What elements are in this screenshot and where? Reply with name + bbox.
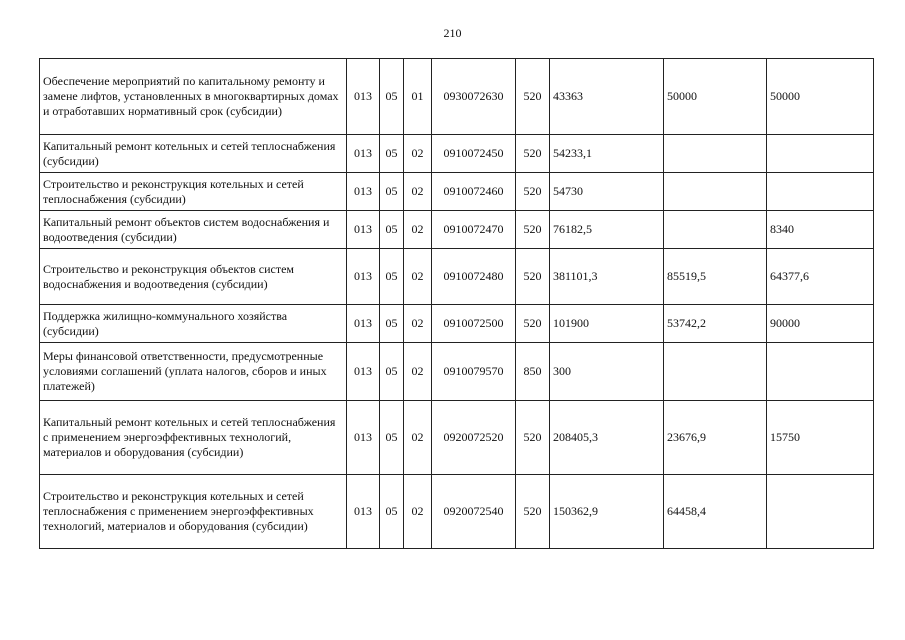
target-item-code: 0910072450 (432, 135, 516, 173)
amount-year-1: 76182,5 (550, 211, 664, 249)
expense-type-code: 520 (516, 59, 550, 135)
table-row (40, 59, 874, 135)
section-code: 05 (380, 343, 404, 401)
target-item-code: 0920072520 (432, 401, 516, 475)
subsection-code: 02 (404, 211, 432, 249)
target-item-code: 0910072470 (432, 211, 516, 249)
section-code: 05 (380, 211, 404, 249)
section-code: 05 (380, 173, 404, 211)
amount-year-3: 15750 (767, 401, 874, 475)
amount-year-3 (767, 475, 874, 549)
expense-type-code: 520 (516, 475, 550, 549)
amount-year-2: 53742,2 (664, 305, 767, 343)
section-code: 05 (380, 401, 404, 475)
expense-type-code: 520 (516, 249, 550, 305)
section-code: 05 (380, 305, 404, 343)
amount-year-3 (767, 135, 874, 173)
page-number: 210 (443, 26, 462, 40)
subsection-code: 02 (404, 249, 432, 305)
budget-table (39, 58, 874, 549)
table-row (40, 135, 874, 173)
row-name: Строительство и реконструкция объектов систем водоснабжения и водоотведения (субсидии) (40, 249, 347, 305)
subsection-code: 01 (404, 59, 432, 135)
table-row (40, 249, 874, 305)
amount-year-3: 50000 (767, 59, 874, 135)
amount-year-1: 101900 (550, 305, 664, 343)
section-code: 05 (380, 475, 404, 549)
ministry-code: 013 (347, 135, 380, 173)
amount-year-1: 150362,9 (550, 475, 664, 549)
expense-type-code: 520 (516, 173, 550, 211)
row-name: Меры финансовой ответственности, предусмотренные условиями соглашений (уплата налогов, сборов и иных платежей) (40, 343, 347, 401)
amount-year-1: 54730 (550, 173, 664, 211)
amount-year-2 (664, 173, 767, 211)
ministry-code: 013 (347, 249, 380, 305)
amount-year-2 (664, 343, 767, 401)
row-name: Капитальный ремонт котельных и сетей теплоснабжения с применением энергоэффективных технологий, материалов и оборудования (субсидии) (40, 401, 347, 475)
table-row (40, 343, 874, 401)
target-item-code: 0910072480 (432, 249, 516, 305)
amount-year-3: 8340 (767, 211, 874, 249)
ministry-code: 013 (347, 401, 380, 475)
table-row (40, 173, 874, 211)
ministry-code: 013 (347, 475, 380, 549)
amount-year-1: 54233,1 (550, 135, 664, 173)
expense-type-code: 520 (516, 305, 550, 343)
ministry-code: 013 (347, 343, 380, 401)
target-item-code: 0930072630 (432, 59, 516, 135)
amount-year-3: 64377,6 (767, 249, 874, 305)
target-item-code: 0920072540 (432, 475, 516, 549)
section-code: 05 (380, 135, 404, 173)
target-item-code: 0910072460 (432, 173, 516, 211)
subsection-code: 02 (404, 173, 432, 211)
expense-type-code: 850 (516, 343, 550, 401)
row-name: Обеспечение мероприятий по капитальному ремонту и замене лифтов, установленных в многоквартирных домах и отработавших нормативный срок (субсидии) (40, 59, 347, 135)
section-code: 05 (380, 249, 404, 305)
ministry-code: 013 (347, 211, 380, 249)
amount-year-2 (664, 135, 767, 173)
table-row (40, 211, 874, 249)
expense-type-code: 520 (516, 135, 550, 173)
amount-year-1: 208405,3 (550, 401, 664, 475)
table-row (40, 305, 874, 343)
row-name: Капитальный ремонт котельных и сетей теплоснабжения (субсидии) (40, 135, 347, 173)
target-item-code: 0910072500 (432, 305, 516, 343)
subsection-code: 02 (404, 135, 432, 173)
amount-year-2 (664, 211, 767, 249)
subsection-code: 02 (404, 475, 432, 549)
row-name: Строительство и реконструкция котельных и сетей теплоснабжения с применением энергоэффективных технологий, материалов и оборудования (субсидии) (40, 475, 347, 549)
amount-year-1: 43363 (550, 59, 664, 135)
ministry-code: 013 (347, 173, 380, 211)
amount-year-3 (767, 343, 874, 401)
target-item-code: 0910079570 (432, 343, 516, 401)
amount-year-2: 64458,4 (664, 475, 767, 549)
expense-type-code: 520 (516, 401, 550, 475)
ministry-code: 013 (347, 59, 380, 135)
section-code: 05 (380, 59, 404, 135)
amount-year-2: 23676,9 (664, 401, 767, 475)
amount-year-2: 50000 (664, 59, 767, 135)
amount-year-2: 85519,5 (664, 249, 767, 305)
amount-year-1: 300 (550, 343, 664, 401)
amount-year-1: 381101,3 (550, 249, 664, 305)
expense-type-code: 520 (516, 211, 550, 249)
subsection-code: 02 (404, 343, 432, 401)
ministry-code: 013 (347, 305, 380, 343)
row-name: Строительство и реконструкция котельных и сетей теплоснабжения (субсидии) (40, 173, 347, 211)
subsection-code: 02 (404, 305, 432, 343)
row-name: Капитальный ремонт объектов систем водоснабжения и водоотведения (субсидии) (40, 211, 347, 249)
table-row (40, 401, 874, 475)
amount-year-3 (767, 173, 874, 211)
amount-year-3: 90000 (767, 305, 874, 343)
table-row (40, 475, 874, 549)
row-name: Поддержка жилищно-коммунального хозяйства (субсидии) (40, 305, 347, 343)
subsection-code: 02 (404, 401, 432, 475)
